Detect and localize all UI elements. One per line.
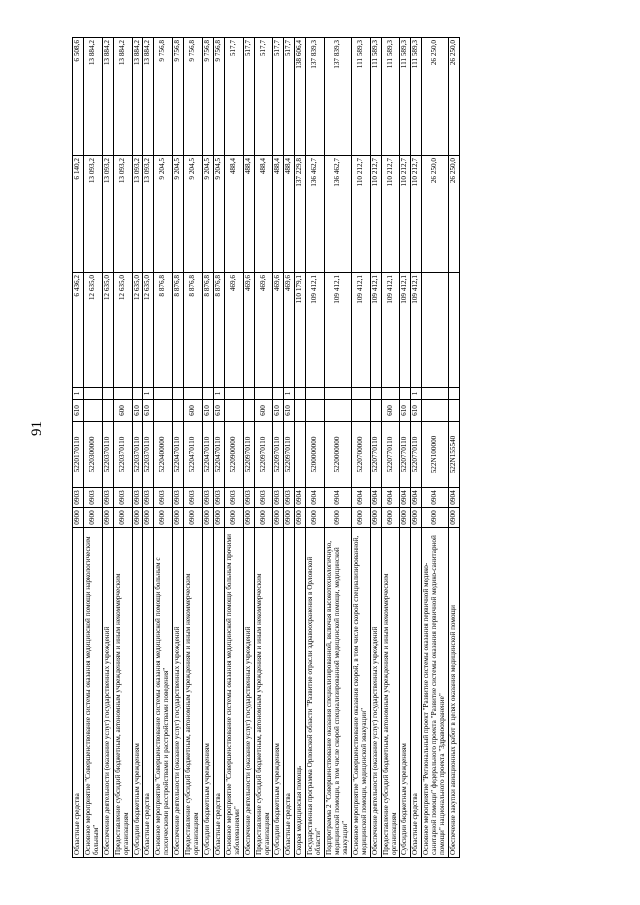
row-expense-type-cell <box>422 400 449 422</box>
row-source-code-cell <box>370 388 381 400</box>
row-target-code-cell: 5220400000 <box>154 422 173 488</box>
row-name-cell: Областные средства <box>143 528 154 858</box>
row-value-year1-cell: 109 412,1 <box>370 273 381 388</box>
row-expense-type-cell <box>370 400 381 422</box>
row-value-year3-cell: 138 606,4 <box>295 38 306 156</box>
row-value-year3-cell: 111 589,3 <box>400 38 411 156</box>
row-value-year1-cell: 8 876,8 <box>184 273 203 388</box>
row-target-code-cell: 5220370110 <box>143 422 154 488</box>
row-section-code-cell: 0903 <box>113 488 132 508</box>
row-value-year1-cell: 6 436,2 <box>73 273 84 388</box>
row-name-cell: Основное мероприятие "Совершенствование системы оказания медицинской помощи больным с психическими расстройствами и расстройствами поведения" <box>154 528 173 858</box>
row-source-code-cell <box>173 388 184 400</box>
row-section-code-cell: 0904 <box>351 488 370 508</box>
row-source-code-cell: 1 <box>411 388 422 400</box>
row-name-cell: Основное мероприятие "Региональный проект "Развитие системы оказания первичной медико-санитарной помощи" федерального проекта "Развитие системы оказания первичной медико-санитарной помощи" национального проекта "Здравоохранение" <box>422 528 449 858</box>
row-target-code-cell: 5220770110 <box>381 422 400 488</box>
row-ministry-code-cell: 0900 <box>73 508 84 528</box>
row-value-year3-cell: 13 884,2 <box>83 38 102 156</box>
row-target-code-cell: 5220770110 <box>370 422 381 488</box>
row-value-year2-cell: 110 212,7 <box>370 156 381 273</box>
row-source-code-cell: 1 <box>143 388 154 400</box>
row-value-year2-cell: 13 093,2 <box>102 156 113 273</box>
row-source-code-cell <box>132 388 143 400</box>
row-value-year1-cell: 8 876,8 <box>173 273 184 388</box>
row-section-code-cell: 0903 <box>102 488 113 508</box>
row-value-year3-cell: 13 884,2 <box>102 38 113 156</box>
row-section-code-cell: 0903 <box>284 488 295 508</box>
row-target-code-cell: 5220970110 <box>254 422 273 488</box>
row-target-code-cell: 5220470110 <box>184 422 203 488</box>
table-row <box>102 38 113 858</box>
row-name-cell: Государственная программа Орловской области "Развитие отрасли здравоохранения в Орловской области" <box>306 528 325 858</box>
row-ministry-code-cell: 0900 <box>400 508 411 528</box>
row-source-code-cell <box>325 388 352 400</box>
row-source-code-cell <box>254 388 273 400</box>
row-name-cell: Областные средства <box>213 528 224 858</box>
row-section-code-cell: 0904 <box>400 488 411 508</box>
row-target-code-cell: 5220470110 <box>202 422 213 488</box>
row-expense-type-cell: 600 <box>381 400 400 422</box>
row-source-code-cell <box>184 388 203 400</box>
row-value-year1-cell: 12 635,0 <box>113 273 132 388</box>
row-source-code-cell: 1 <box>284 388 295 400</box>
row-source-code-cell <box>83 388 102 400</box>
row-value-year3-cell: 137 839,3 <box>306 38 325 156</box>
row-ministry-code-cell: 0900 <box>213 508 224 528</box>
table-row <box>325 38 352 858</box>
row-ministry-code-cell: 0900 <box>381 508 400 528</box>
row-value-year3-cell: 13 884,2 <box>132 38 143 156</box>
row-value-year1-cell: 8 876,8 <box>154 273 173 388</box>
row-value-year2-cell: 488,4 <box>224 156 243 273</box>
row-target-code-cell: 5220170110 <box>73 422 84 488</box>
row-section-code-cell: 0904 <box>411 488 422 508</box>
table-row <box>173 38 184 858</box>
row-target-code-cell: 5220770110 <box>411 422 422 488</box>
row-section-code-cell: 0903 <box>224 488 243 508</box>
row-expense-type-cell <box>224 400 243 422</box>
row-value-year2-cell: 136 462,7 <box>306 156 325 273</box>
row-expense-type-cell <box>102 400 113 422</box>
row-section-code-cell: 0904 <box>422 488 449 508</box>
row-section-code-cell: 0903 <box>83 488 102 508</box>
row-section-code-cell: 0903 <box>243 488 254 508</box>
row-value-year2-cell: 13 093,2 <box>113 156 132 273</box>
row-value-year2-cell: 26 250,0 <box>449 156 460 273</box>
row-section-code-cell: 0904 <box>381 488 400 508</box>
table-row <box>306 38 325 858</box>
row-ministry-code-cell: 0900 <box>173 508 184 528</box>
row-source-code-cell: 1 <box>73 388 84 400</box>
row-ministry-code-cell: 0900 <box>295 508 306 528</box>
row-ministry-code-cell: 0900 <box>154 508 173 528</box>
row-value-year1-cell <box>422 273 449 388</box>
budget-table-body <box>73 38 460 858</box>
row-value-year3-cell: 9 756,8 <box>202 38 213 156</box>
row-value-year3-cell: 6 508,6 <box>73 38 84 156</box>
table-row <box>400 38 411 858</box>
table-row <box>202 38 213 858</box>
row-value-year1-cell: 109 412,1 <box>351 273 370 388</box>
row-value-year3-cell: 9 756,8 <box>213 38 224 156</box>
row-value-year2-cell: 26 250,0 <box>422 156 449 273</box>
row-value-year2-cell: 137 229,8 <box>295 156 306 273</box>
row-value-year1-cell: 469,6 <box>254 273 273 388</box>
row-name-cell: Предоставление субсидий бюджетным, автономным учреждениям и иным некоммерческим организациям <box>381 528 400 858</box>
row-expense-type-cell: 610 <box>132 400 143 422</box>
table-row <box>83 38 102 858</box>
row-expense-type-cell: 610 <box>400 400 411 422</box>
row-target-code-cell: 5220900000 <box>224 422 243 488</box>
row-value-year1-cell: 469,6 <box>273 273 284 388</box>
row-section-code-cell: 0903 <box>254 488 273 508</box>
row-expense-type-cell: 610 <box>411 400 422 422</box>
row-target-code-cell <box>295 422 306 488</box>
row-value-year1-cell: 469,6 <box>284 273 295 388</box>
row-ministry-code-cell: 0900 <box>411 508 422 528</box>
row-name-cell: Предоставление субсидий бюджетным, автономным учреждениям и иным некоммерческим организациям <box>254 528 273 858</box>
row-expense-type-cell: 600 <box>254 400 273 422</box>
row-ministry-code-cell: 0900 <box>102 508 113 528</box>
row-target-code-cell: 5220470110 <box>213 422 224 488</box>
row-target-code-cell: 5220470110 <box>173 422 184 488</box>
table-row <box>243 38 254 858</box>
row-expense-type-cell <box>295 400 306 422</box>
row-expense-type-cell: 610 <box>284 400 295 422</box>
row-ministry-code-cell: 0900 <box>202 508 213 528</box>
table-row <box>113 38 132 858</box>
row-expense-type-cell <box>351 400 370 422</box>
row-expense-type-cell: 610 <box>213 400 224 422</box>
row-ministry-code-cell: 0900 <box>284 508 295 528</box>
budget-table <box>72 37 460 858</box>
table-row <box>224 38 243 858</box>
table-row <box>154 38 173 858</box>
row-value-year2-cell: 488,4 <box>254 156 273 273</box>
row-value-year2-cell: 9 204,5 <box>184 156 203 273</box>
row-name-cell: Предоставление субсидий бюджетным, автономным учреждениям и иным некоммерческим организациям <box>184 528 203 858</box>
row-ministry-code-cell: 0900 <box>184 508 203 528</box>
row-value-year3-cell: 111 589,3 <box>411 38 422 156</box>
row-section-code-cell: 0903 <box>202 488 213 508</box>
row-source-code-cell <box>243 388 254 400</box>
row-name-cell: Областные средства <box>73 528 84 858</box>
row-value-year1-cell <box>449 273 460 388</box>
rotated-table-wrapper <box>72 38 632 858</box>
page-number: 91 <box>29 421 45 436</box>
row-expense-type-cell: 610 <box>143 400 154 422</box>
row-section-code-cell: 0903 <box>143 488 154 508</box>
table-row <box>381 38 400 858</box>
row-ministry-code-cell: 0900 <box>143 508 154 528</box>
row-value-year1-cell: 109 412,1 <box>325 273 352 388</box>
table-row <box>351 38 370 858</box>
row-ministry-code-cell: 0900 <box>132 508 143 528</box>
row-value-year2-cell: 136 462,7 <box>325 156 352 273</box>
row-target-code-cell: 5220300000 <box>83 422 102 488</box>
row-section-code-cell: 0904 <box>370 488 381 508</box>
row-name-cell: Областные средства <box>284 528 295 858</box>
row-value-year3-cell: 13 884,2 <box>143 38 154 156</box>
row-value-year1-cell: 109 412,1 <box>381 273 400 388</box>
row-value-year2-cell: 13 093,2 <box>132 156 143 273</box>
table-row <box>254 38 273 858</box>
row-expense-type-cell <box>154 400 173 422</box>
row-section-code-cell: 0903 <box>154 488 173 508</box>
row-value-year2-cell: 9 204,5 <box>202 156 213 273</box>
row-target-code-cell: 5220000000 <box>325 422 352 488</box>
row-ministry-code-cell: 0900 <box>224 508 243 528</box>
row-value-year1-cell: 469,6 <box>224 273 243 388</box>
row-section-code-cell: 0904 <box>325 488 352 508</box>
row-value-year3-cell: 26 250,0 <box>422 38 449 156</box>
row-target-code-cell: 5220770110 <box>400 422 411 488</box>
row-expense-type-cell <box>306 400 325 422</box>
row-source-code-cell <box>273 388 284 400</box>
row-source-code-cell: 1 <box>213 388 224 400</box>
row-value-year2-cell: 13 093,2 <box>83 156 102 273</box>
row-value-year1-cell: 110 179,1 <box>295 273 306 388</box>
row-value-year2-cell: 110 212,7 <box>411 156 422 273</box>
row-value-year2-cell: 9 204,5 <box>213 156 224 273</box>
row-value-year2-cell: 488,4 <box>243 156 254 273</box>
row-ministry-code-cell: 0900 <box>449 508 460 528</box>
row-ministry-code-cell: 0900 <box>325 508 352 528</box>
row-name-cell: Обеспечение деятельности (оказание услуг) государственных учреждений <box>370 528 381 858</box>
row-source-code-cell <box>381 388 400 400</box>
row-ministry-code-cell: 0900 <box>370 508 381 528</box>
row-source-code-cell <box>351 388 370 400</box>
row-ministry-code-cell: 0900 <box>351 508 370 528</box>
row-source-code-cell <box>422 388 449 400</box>
row-name-cell: Субсидии бюджетным учреждениям <box>273 528 284 858</box>
row-source-code-cell <box>113 388 132 400</box>
table-row <box>411 38 422 858</box>
row-ministry-code-cell: 0900 <box>254 508 273 528</box>
row-value-year2-cell: 110 212,7 <box>400 156 411 273</box>
row-value-year1-cell: 469,6 <box>243 273 254 388</box>
row-source-code-cell <box>449 388 460 400</box>
row-value-year3-cell: 111 589,3 <box>381 38 400 156</box>
row-value-year1-cell: 109 412,1 <box>306 273 325 388</box>
row-value-year3-cell: 137 839,3 <box>325 38 352 156</box>
row-name-cell: Скорая медицинская помощь <box>295 528 306 858</box>
row-value-year1-cell: 12 635,0 <box>102 273 113 388</box>
row-value-year3-cell: 13 884,2 <box>113 38 132 156</box>
row-value-year3-cell: 517,7 <box>284 38 295 156</box>
table-row <box>370 38 381 858</box>
row-name-cell: Субсидии бюджетным учреждениям <box>202 528 213 858</box>
row-ministry-code-cell: 0900 <box>306 508 325 528</box>
row-target-code-cell: 522N155540 <box>449 422 460 488</box>
row-value-year2-cell: 110 212,7 <box>351 156 370 273</box>
table-row <box>295 38 306 858</box>
row-target-code-cell: 522N100000 <box>422 422 449 488</box>
row-value-year1-cell: 109 412,1 <box>411 273 422 388</box>
table-row <box>213 38 224 858</box>
row-target-code-cell: 5220970110 <box>243 422 254 488</box>
row-name-cell: Областные средства <box>411 528 422 858</box>
row-value-year2-cell: 9 204,5 <box>173 156 184 273</box>
row-value-year3-cell: 9 756,8 <box>173 38 184 156</box>
row-source-code-cell <box>400 388 411 400</box>
row-expense-type-cell: 610 <box>273 400 284 422</box>
row-name-cell: Основное мероприятие "Совершенствование оказания скорой, в том числе скорой специализированной, медицинской помощи, медицинской эвакуации" <box>351 528 370 858</box>
table-row <box>273 38 284 858</box>
row-name-cell: Обеспечение закупки авиационных работ в целях оказания медицинской помощи <box>449 528 460 858</box>
table-row <box>132 38 143 858</box>
row-target-code-cell: 5220370110 <box>102 422 113 488</box>
row-ministry-code-cell: 0900 <box>422 508 449 528</box>
row-source-code-cell <box>154 388 173 400</box>
row-value-year2-cell: 9 204,5 <box>154 156 173 273</box>
row-expense-type-cell <box>449 400 460 422</box>
row-name-cell: Обеспечение деятельности (оказание услуг) государственных учреждений <box>173 528 184 858</box>
row-value-year1-cell: 12 635,0 <box>83 273 102 388</box>
row-source-code-cell <box>202 388 213 400</box>
row-section-code-cell: 0903 <box>213 488 224 508</box>
row-section-code-cell: 0904 <box>295 488 306 508</box>
row-value-year2-cell: 488,4 <box>273 156 284 273</box>
row-value-year1-cell: 8 876,8 <box>202 273 213 388</box>
row-value-year3-cell: 9 756,8 <box>184 38 203 156</box>
row-value-year2-cell: 13 093,2 <box>143 156 154 273</box>
row-ministry-code-cell: 0900 <box>243 508 254 528</box>
row-ministry-code-cell: 0900 <box>273 508 284 528</box>
row-value-year3-cell: 111 589,3 <box>351 38 370 156</box>
row-value-year1-cell: 12 635,0 <box>132 273 143 388</box>
row-value-year2-cell: 110 212,7 <box>381 156 400 273</box>
row-value-year3-cell: 517,7 <box>243 38 254 156</box>
row-section-code-cell: 0903 <box>273 488 284 508</box>
row-source-code-cell <box>102 388 113 400</box>
row-value-year1-cell: 12 635,0 <box>143 273 154 388</box>
row-expense-type-cell <box>83 400 102 422</box>
table-row <box>422 38 449 858</box>
table-row <box>184 38 203 858</box>
row-value-year3-cell: 26 250,0 <box>449 38 460 156</box>
row-expense-type-cell: 600 <box>113 400 132 422</box>
row-name-cell: Подпрограмма 2 "Совершенствование оказания специализированной, включая высокотехнологичную, медицинской помощи, в том числе скорой специализированной медицинской помощи, медицинской эвакуации" <box>325 528 352 858</box>
row-name-cell: Предоставление субсидий бюджетным, автономным учреждениям и иным некоммерческим организациям <box>113 528 132 858</box>
row-expense-type-cell: 600 <box>184 400 203 422</box>
row-target-code-cell: 5220370110 <box>113 422 132 488</box>
row-expense-type-cell: 610 <box>73 400 84 422</box>
row-value-year3-cell: 517,7 <box>273 38 284 156</box>
row-value-year2-cell: 6 140,2 <box>73 156 84 273</box>
row-name-cell: Основное мероприятие "Совершенствование системы оказания медицинской помощи наркологическим больным" <box>83 528 102 858</box>
row-name-cell: Обеспечение деятельности (оказание услуг) государственных учреждений <box>243 528 254 858</box>
row-value-year1-cell: 8 876,8 <box>213 273 224 388</box>
row-source-code-cell <box>224 388 243 400</box>
row-target-code-cell: 5220970110 <box>273 422 284 488</box>
table-row <box>284 38 295 858</box>
row-section-code-cell: 0904 <box>449 488 460 508</box>
row-value-year3-cell: 517,7 <box>224 38 243 156</box>
table-row <box>449 38 460 858</box>
table-row <box>73 38 84 858</box>
row-value-year2-cell: 488,4 <box>284 156 295 273</box>
row-target-code-cell: 5200000000 <box>306 422 325 488</box>
table-row <box>143 38 154 858</box>
row-name-cell: Субсидии бюджетным учреждениям <box>400 528 411 858</box>
row-section-code-cell: 0903 <box>184 488 203 508</box>
row-section-code-cell: 0903 <box>173 488 184 508</box>
row-expense-type-cell <box>173 400 184 422</box>
row-name-cell: Субсидии бюджетным учреждениям <box>132 528 143 858</box>
row-name-cell: Обеспечение деятельности (оказание услуг) государственных учреждений <box>102 528 113 858</box>
row-ministry-code-cell: 0900 <box>113 508 132 528</box>
row-expense-type-cell <box>325 400 352 422</box>
row-value-year3-cell: 517,7 <box>254 38 273 156</box>
row-name-cell: Основное мероприятие "Совершенствование системы оказания медицинской помощи больным прочими заболеваниями" <box>224 528 243 858</box>
row-section-code-cell: 0904 <box>306 488 325 508</box>
row-value-year1-cell: 109 412,1 <box>400 273 411 388</box>
row-source-code-cell <box>295 388 306 400</box>
row-section-code-cell: 0903 <box>132 488 143 508</box>
row-value-year3-cell: 9 756,8 <box>154 38 173 156</box>
row-expense-type-cell: 610 <box>202 400 213 422</box>
row-target-code-cell: 5220970110 <box>284 422 295 488</box>
row-target-code-cell: 5220370110 <box>132 422 143 488</box>
row-target-code-cell: 5220700000 <box>351 422 370 488</box>
row-expense-type-cell <box>243 400 254 422</box>
row-section-code-cell: 0903 <box>73 488 84 508</box>
row-ministry-code-cell: 0900 <box>83 508 102 528</box>
row-value-year3-cell: 111 589,3 <box>370 38 381 156</box>
row-source-code-cell <box>306 388 325 400</box>
